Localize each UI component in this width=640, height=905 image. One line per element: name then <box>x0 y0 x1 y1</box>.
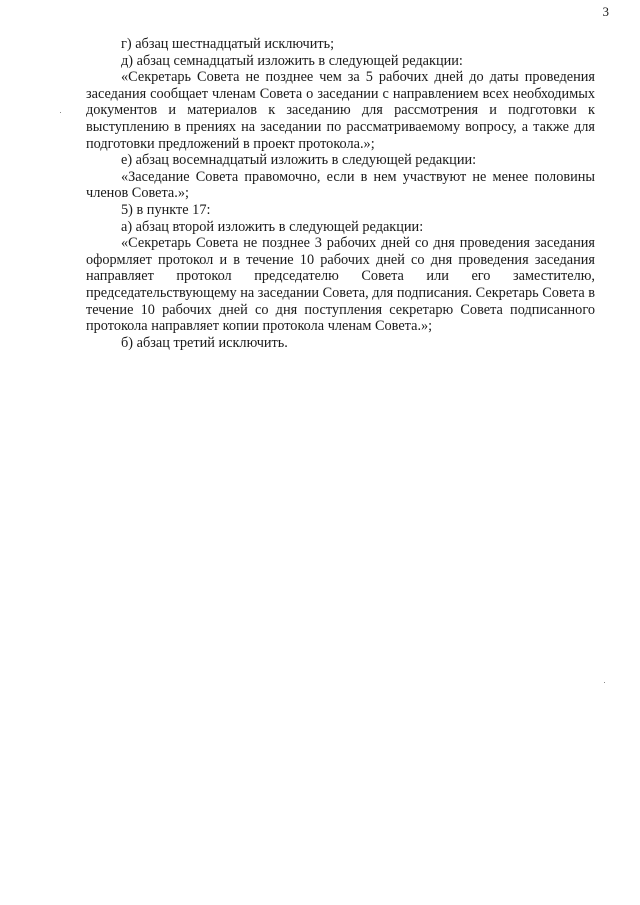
quoted-text-protocol: «Секретарь Совета не позднее 3 рабочих дней со дня проведения заседания оформляет протокол и в течение 10 рабочих дней со дня проведения заседания направляет протокол председателю Совета или его заместителю, председательствующему на заседании Совета, для подписания. Секретарь Совета в течение 10 рабочих дней со дня поступления секретарю Совета подписанного протокола направляет копии протокола членам Совета.»; <box>86 235 595 335</box>
clause-5-heading: 5) в пункте 17: <box>121 201 211 218</box>
paragraph-item-e: е) абзац восемнадцатый изложить в следующей редакции: <box>121 152 477 169</box>
page-number: 3 <box>602 4 609 19</box>
quoted-text-paragraph-17: «Секретарь Совета не позднее чем за 5 рабочих дней до даты проведения заседания сообщает членам Совета о заседании с направлением всех необходимых документов и материалов к заседанию для рассмотрения и подготовки к выступлению в прениях на заседании по рассматриваемому вопросу, а также для подготовки предложений в проект протокола.»; <box>86 69 595 152</box>
paragraph-item-b: б) абзац третий исключить. <box>121 334 288 351</box>
paragraph-item-a: а) абзац второй изложить в следующей редакции: <box>121 218 424 235</box>
paragraph-item-d: д) абзац семнадцатый изложить в следующей редакции: <box>121 52 463 69</box>
quoted-text-paragraph-18: «Заседание Совета правомочно, если в нем участвуют не менее половины членов Совета.»; <box>86 168 595 202</box>
paragraph-item-g: г) абзац шестнадцатый исключить; <box>121 36 335 52</box>
document-body <box>86 36 595 351</box>
scan-speck <box>60 112 61 113</box>
scan-speck <box>604 682 605 683</box>
